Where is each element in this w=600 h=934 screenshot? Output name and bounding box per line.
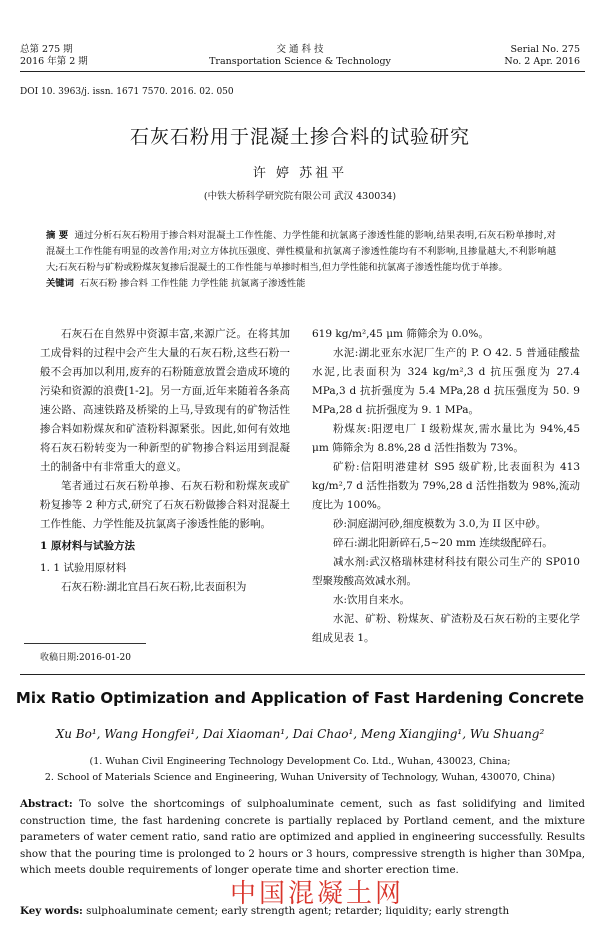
authors-cn: 许 婷 苏祖平 xyxy=(252,166,348,181)
affiliation-line: (1. Wuhan Civil Engineering Technology Development Co. Ltd., Wuhan, 430023, China; xyxy=(89,756,511,767)
paragraph: 砂:洞庭湖河砂,细度模数为 3.0,为 II 区中砂。 xyxy=(333,518,547,530)
paragraph: 石灰石在自然界中资源丰富,来源广泛。在将其加工成骨料的过程中会产生大量的石灰石粉,这些石粉一般不会再加以利用,废弃的石粉随意放置会造成环境的污染和资源的浪费[1-2]。另一方面,近年来随着各条高速公路、高速铁路及桥梁的上马,导致现有的矿物活性掺合料如粉煤灰和矿渣粉料源紧张。因此,如何有效地将石灰石粉转变为一种新型的矿物掺合料运用到混凝土的制备中有非常重大的意义。 xyxy=(40,328,290,473)
keywords-text: 石灰石粉 掺合料 工作性能 力学性能 抗氯离子渗透性能 xyxy=(79,278,306,289)
body-right-column xyxy=(312,325,580,648)
english-affiliation xyxy=(0,754,600,786)
issue-en: No. 2 Apr. 2016 xyxy=(504,56,580,67)
section-rule xyxy=(20,674,585,675)
paragraph: 水泥、矿粉、粉煤灰、矿渣粉及石灰石粉的主要化学组成见表 1。 xyxy=(312,613,580,644)
paragraph: 粉煤灰:阳逻电厂 I 级粉煤灰,需水量比为 94%,45 μm 筛筛余为 8.8%,28 d 活性指数为 73%。 xyxy=(312,423,580,454)
abstract-text: 通过分析石灰石粉用于掺合料对混凝土工作性能、力学性能和抗氯离子渗透性能的影响,结果表明,石灰石粉单掺时,对混凝土工作性能有明显的改善作用;对立方体抗压强度、弹性模量和抗氯离子渗透性能均有不利影响,且掺量越大,不利影响越大;石灰石粉与矿粉或粉煤灰复掺后混凝土的工作性能与单掺时相当,但力学性能和抗氯离子渗透性能均优于单掺。 xyxy=(46,230,556,273)
paragraph: 水泥:湖北亚东水泥厂生产的 P. O 42. 5 普通硅酸盐水泥,比表面积为 324 kg/m²,3 d 抗压强度为 27.4 MPa,3 d 抗折强度为 5.4 MPa,28 d 抗压强度为 50. 9 MPa,28 d 抗折强度为 9. 1 MPa。 xyxy=(312,347,580,416)
abstract-text-en: To solve the shortcomings of sulphoaluminate cement, such as fast solidifying and limited construction time, the fast hardening concrete is partially replaced by Portland cement, and the mixture parameters of water cement ratio, sand ratio are optimized and applied in engineering successfully. Results show that the pouring time is prolonged to 2 hours or 3 hours, compressive strength is higher than 30Mpa, which meets double requirements of longer operate time and shorter erection time. xyxy=(20,798,585,876)
journal-issue-right xyxy=(504,44,580,68)
abstract-cn xyxy=(46,228,556,292)
english-authors: Xu Bo¹, Wang Hongfei¹, Dai Xiaoman¹, Dai Chao¹, Meng Xiangjing¹, Wu Shuang² xyxy=(55,727,545,741)
english-title: Mix Ratio Optimization and Application of Fast Hardening Concrete xyxy=(15,689,585,707)
page-title: 石灰石粉用于混凝土掺合料的试验研究 xyxy=(129,126,470,148)
paragraph: 石灰石粉:湖北宜昌石灰石粉,比表面积为 xyxy=(61,581,247,593)
paragraph: 碎石:湖北阳新碎石,5~20 mm 连续级配碎石。 xyxy=(333,537,553,549)
paragraph: 619 kg/m²,45 μm 筛筛余为 0.0%。 xyxy=(312,328,489,340)
affiliation-line: 2. School of Materials Science and Engineering, Wuhan University of Technology, Wuhan, 430070, China) xyxy=(44,772,556,783)
issue-cn: 2016 年第 2 期 xyxy=(20,56,88,67)
journal-name-en: Transportation Science & Technology xyxy=(209,56,391,67)
section-heading: 1 原材料与试验方法 xyxy=(40,540,135,552)
journal-name-cn: 交 通 科 技 xyxy=(276,44,324,55)
footnote-rule xyxy=(24,643,146,644)
serial-cn: 总第 275 期 xyxy=(20,44,73,55)
footnote-received: 收稿日期:2016-01-20 xyxy=(40,653,131,663)
keywords-label-en: Key words: xyxy=(20,905,83,917)
subsection-heading: 1. 1 试验用原材料 xyxy=(40,562,127,574)
paragraph: 水:饮用自来水。 xyxy=(333,594,411,606)
english-abstract xyxy=(20,796,585,879)
paragraph: 矿粉:信阳明港建材 S95 级矿粉,比表面积为 413 kg/m²,7 d 活性指数为 79%,28 d 活性指数为 98%,流动度比为 100%。 xyxy=(312,461,580,511)
abstract-label-en: Abstract: xyxy=(20,798,73,810)
doi: DOI 10. 3963/j. issn. 1671 7570. 2016. 02. 050 xyxy=(20,87,234,97)
keywords-text-en: sulphoaluminate cement; early strength agent; retarder; liquidity; early strength xyxy=(86,905,510,917)
paragraph: 减水剂:武汉格瑞林建材科技有限公司生产的 SP010 型聚羧酸高效减水剂。 xyxy=(312,556,580,587)
affiliation-cn: (中铁大桥科学研究院有限公司 武汉 430034) xyxy=(203,191,397,202)
header-rule xyxy=(20,71,585,72)
keywords-label: 关键词 xyxy=(46,278,74,289)
site-watermark: 中国混凝土网 xyxy=(230,879,405,909)
serial-en: Serial No. 275 xyxy=(510,44,580,55)
abstract-label: 摘 要 xyxy=(46,230,69,241)
paragraph: 笔者通过石灰石粉单掺、石灰石粉和粉煤灰或矿粉复掺等 2 种方式,研究了石灰石粉做掺合料对混凝土工作性能、力学性能及抗氯离子渗透性能的影响。 xyxy=(40,480,290,530)
body-left-column xyxy=(40,325,290,597)
